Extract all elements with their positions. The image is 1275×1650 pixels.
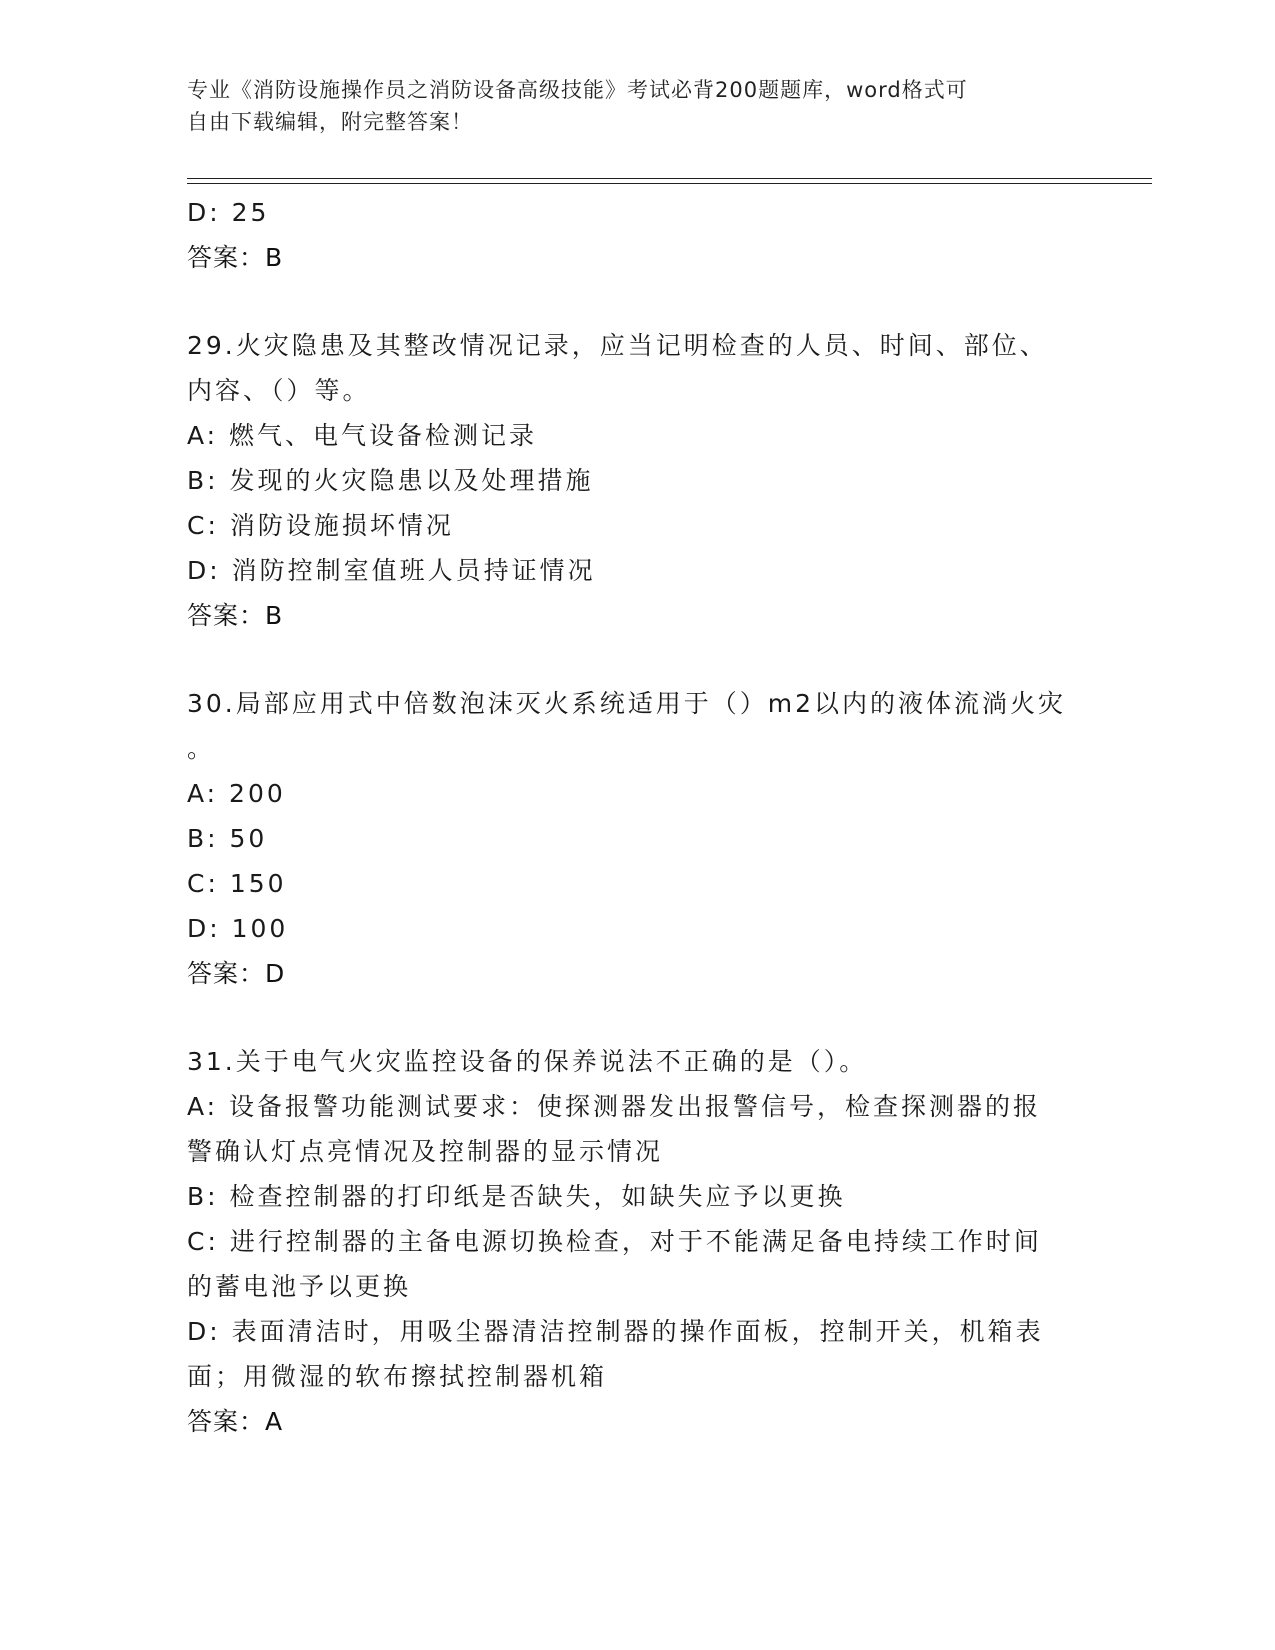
option-d: D: 100 [187, 914, 289, 943]
question-stem-line: 30.局部应用式中倍数泡沫灭火系统适用于（）m2以内的液体流淌火灾 [187, 689, 1067, 718]
question-stem-line: 内容、（）等。 [187, 376, 371, 405]
question-stem-line: 。 [187, 734, 216, 763]
option-a: A: 燃气、电气设备检测记录 [187, 421, 538, 450]
question-29 [187, 323, 1087, 638]
option-b: B: 检查控制器的打印纸是否缺失，如缺失应予以更换 [187, 1182, 846, 1211]
option-d-continued: 面；用微湿的软布擦拭控制器机箱 [187, 1362, 608, 1391]
question-stem-line: 31.关于电气火灾监控设备的保养说法不正确的是（）。 [187, 1047, 868, 1076]
question-31 [187, 1039, 1087, 1444]
option-c: C: 进行控制器的主备电源切换检查，对于不能满足备电持续工作时间 [187, 1227, 1042, 1256]
answer: 答案：B [187, 601, 284, 630]
option-c-continued: 的蓄电池予以更换 [187, 1272, 412, 1301]
option-a-continued: 警确认灯点亮情况及控制器的显示情况 [187, 1137, 664, 1166]
answer: 答案：B [187, 243, 284, 272]
question-content [187, 190, 1087, 1444]
answer: 答案：A [187, 1407, 284, 1436]
option-a: A: 200 [187, 779, 286, 808]
question-stem-line: 29.火灾隐患及其整改情况记录，应当记明检查的人员、时间、部位、 [187, 331, 1048, 360]
option-b: B: 50 [187, 824, 268, 853]
option-a: A: 设备报警功能测试要求：使探测器发出报警信号，检查探测器的报 [187, 1092, 1042, 1121]
option-c: C: 消防设施损坏情况 [187, 511, 454, 540]
header-rule-top [187, 178, 1152, 179]
header-rule-bottom [187, 183, 1152, 184]
header-line-2: 自由下载编辑，附完整答案！ [187, 110, 473, 134]
option-d: D: 表面清洁时，用吸尘器清洁控制器的操作面板，控制开关，机箱表 [187, 1317, 1044, 1346]
option-d: D: 25 [187, 198, 270, 227]
option-c: C: 150 [187, 869, 287, 898]
option-d: D: 消防控制室值班人员持证情况 [187, 556, 596, 585]
answer: 答案：D [187, 959, 286, 988]
previous-question-tail [187, 190, 1087, 280]
question-30 [187, 681, 1087, 996]
header-line-1: 专业《消防设施操作员之消防设备高级技能》考试必背200题题库，word格式可 [187, 78, 968, 102]
option-b: B: 发现的火灾隐患以及处理措施 [187, 466, 594, 495]
page-header [187, 74, 1087, 138]
